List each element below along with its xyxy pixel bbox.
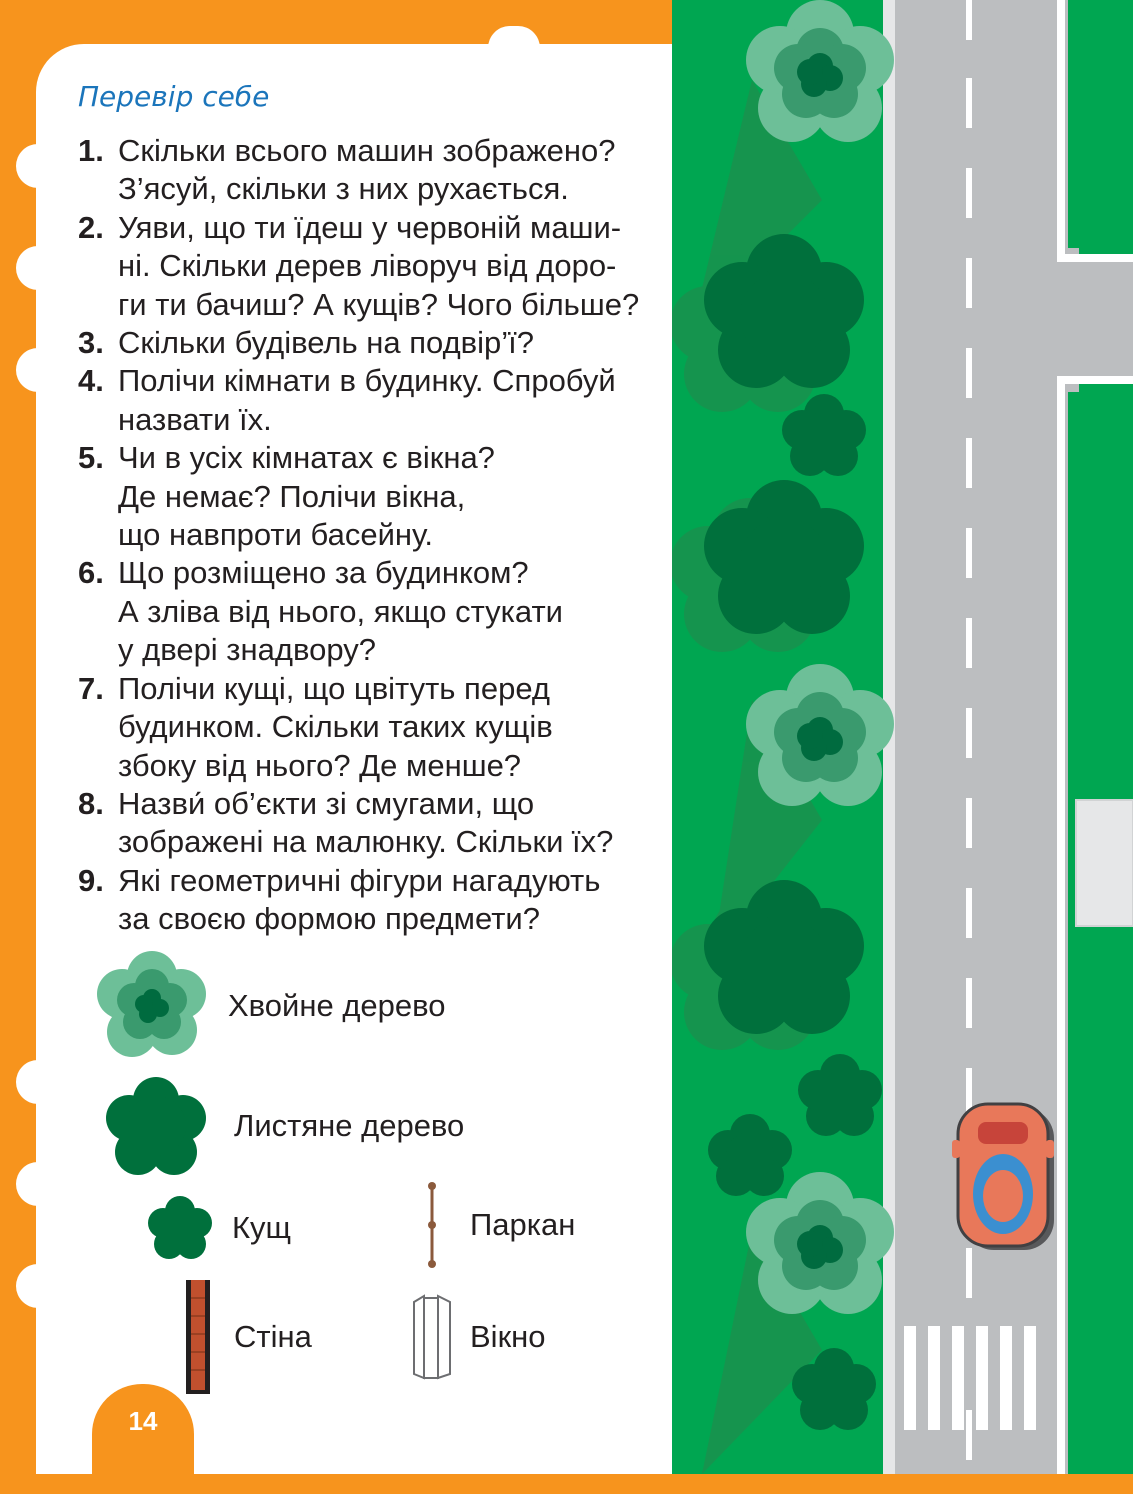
question-text: Полічи кімнати в будинку. Спробуй назвати їх.	[118, 363, 616, 437]
right-grass	[1068, 0, 1133, 248]
question-item	[78, 209, 668, 324]
question-text: Уяви, що ти їдеш у червоній маши- ні. Скільки дерев ліворуч від доро- ги ти бачиш? А кущів? Чого більше?	[118, 209, 640, 322]
legend-fence	[420, 1180, 575, 1270]
question-text: Скільки всього машин зображено? З’ясуй, скільки з них рухається.	[118, 133, 616, 207]
page-number-badge	[92, 1384, 194, 1494]
legend-wall	[186, 1280, 312, 1394]
question-text: Назви́ об’єкти зі смугами, що зображені на малюнку. Скільки їх?	[118, 785, 614, 860]
question-item	[78, 439, 668, 554]
fence-icon	[420, 1180, 444, 1270]
question-item	[78, 362, 668, 439]
road-curb-line	[1057, 0, 1065, 260]
question-number: 3.	[78, 325, 104, 361]
binder-tab	[16, 144, 68, 188]
question-text: Скільки будівель на подвір’ї?	[118, 325, 535, 361]
question-text: Які геометричні фігури нагадують за своєю формою предмети?	[118, 862, 601, 937]
binder-tab	[16, 348, 68, 392]
side-road-edge	[1057, 376, 1133, 384]
question-number: 4.	[78, 363, 104, 399]
question-item	[78, 670, 668, 785]
bush-icon	[148, 1196, 212, 1260]
page-number: 14	[128, 1406, 158, 1436]
legend-label: Хвойне дерево	[228, 988, 446, 1023]
question-list	[78, 132, 668, 939]
binder-tab	[16, 246, 68, 290]
question-number: 2.	[78, 209, 104, 245]
question-item	[78, 132, 668, 209]
question-number: 5.	[78, 440, 104, 476]
legend-label: Паркан	[470, 1207, 576, 1242]
legend-label: Стіна	[234, 1319, 312, 1354]
deciduous-tree-icon	[106, 1076, 206, 1176]
conifer-tree-icon	[96, 950, 208, 1062]
road-curb-line	[1057, 378, 1065, 1474]
question-text: Що розміщено за будинком? А зліва від нього, якщо стукати у двері знадвору?	[118, 555, 563, 668]
question-number: 7.	[78, 670, 104, 706]
question-number: 9.	[78, 862, 104, 898]
main-road	[883, 0, 1079, 1474]
legend-label: Кущ	[232, 1210, 292, 1245]
question-item	[78, 862, 668, 939]
question-item	[78, 554, 668, 669]
question-item	[78, 785, 668, 862]
window-icon	[410, 1292, 454, 1382]
red-car	[952, 1104, 1054, 1250]
binder-tab	[16, 1264, 68, 1308]
right-grass	[1068, 392, 1133, 1474]
binder-tab	[488, 26, 540, 70]
binder-tab	[16, 1060, 68, 1104]
legend-label: Листяне дерево	[234, 1108, 465, 1143]
legend-deciduous	[106, 1076, 464, 1176]
legend-conifer	[96, 950, 446, 1062]
legend-label: Вікно	[470, 1319, 546, 1354]
wall-icon	[186, 1280, 210, 1394]
street-map-illustration	[672, 0, 1133, 1474]
legend-bush	[148, 1196, 291, 1260]
question-number: 6.	[78, 555, 104, 591]
side-road-edge	[1057, 254, 1133, 262]
legend-window	[410, 1292, 546, 1382]
side-road	[1057, 260, 1133, 378]
question-text: Полічи кущі, що цвітуть перед будинком. Скільки таких кущів збоку від нього? Де менше?	[118, 670, 553, 783]
question-number: 1.	[78, 133, 104, 168]
question-item	[78, 324, 668, 362]
building-edge	[1076, 800, 1133, 926]
question-number: 8.	[78, 785, 104, 821]
section-heading: Перевір себе	[78, 80, 270, 113]
binder-tab	[16, 1162, 68, 1206]
question-text: Чи в усіх кімнатах є вікна? Де немає? Полічи вікна, що навпроти басейну.	[118, 440, 495, 553]
